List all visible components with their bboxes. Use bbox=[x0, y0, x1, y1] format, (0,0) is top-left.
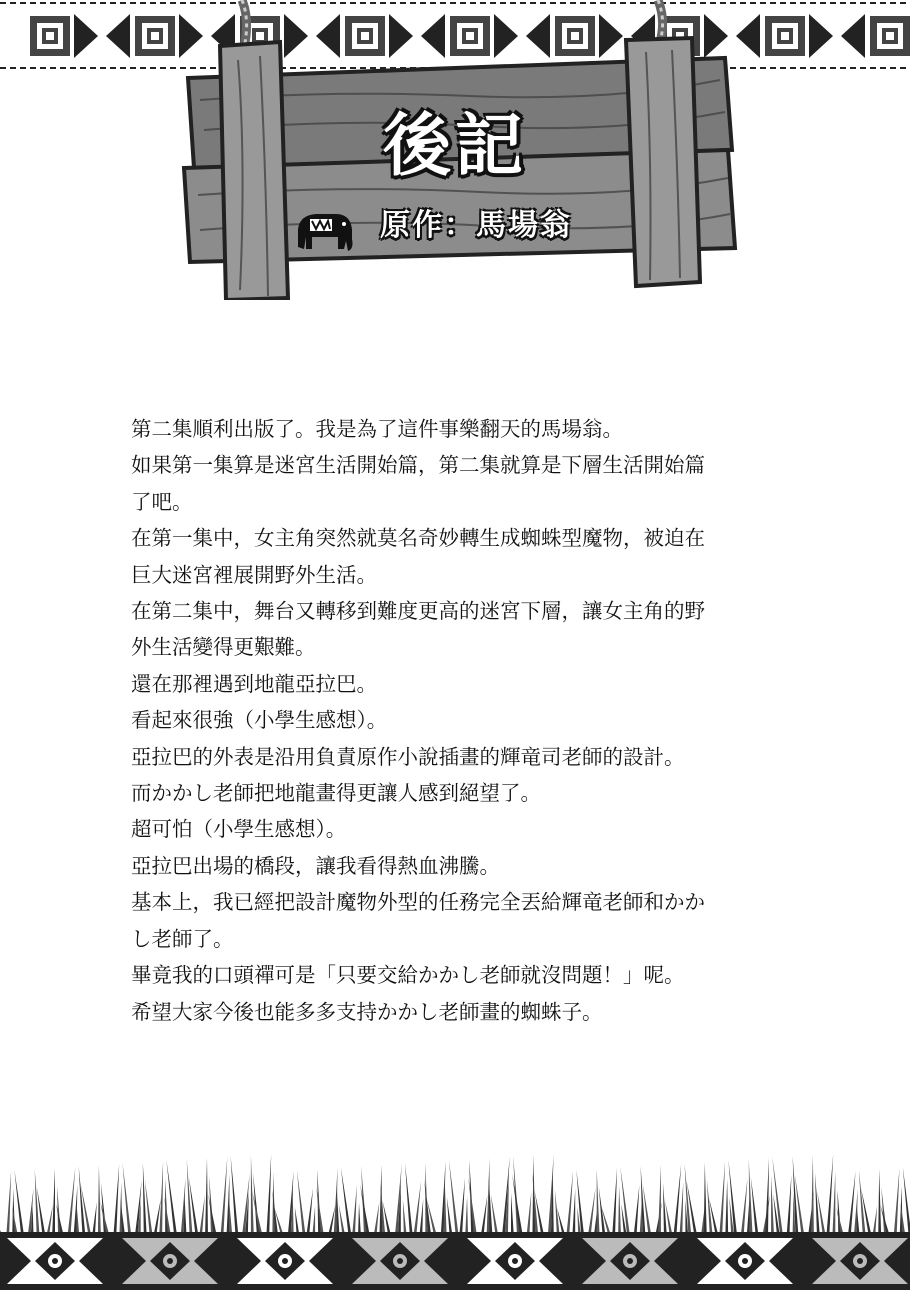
grass-blade bbox=[894, 1168, 900, 1238]
afterword-body bbox=[131, 411, 791, 1030]
grass-blade bbox=[728, 1160, 737, 1238]
grass-blade bbox=[98, 1165, 101, 1238]
author-credit: 原作：馬場翁 bbox=[380, 208, 572, 243]
tribal-square-icon bbox=[870, 16, 910, 56]
elephant-icon bbox=[290, 205, 360, 255]
text-line: 基本上，我已經把設計魔物外型的任務完全丟給輝竜老師和かか bbox=[131, 890, 705, 915]
text-line: 亞拉巴出場的橋段，讓我看得熱血沸騰。 bbox=[131, 853, 500, 878]
grass-blade bbox=[159, 1161, 163, 1238]
tribal-diamond-icon bbox=[237, 1238, 333, 1284]
grass-blade bbox=[52, 1168, 55, 1238]
grass-blade bbox=[413, 1181, 421, 1238]
page-title: 後記 bbox=[382, 107, 527, 186]
grass-blade bbox=[113, 1164, 119, 1238]
text-line: し老師了。 bbox=[131, 926, 234, 951]
grass-blade bbox=[266, 1154, 271, 1238]
grass-blade bbox=[572, 1189, 575, 1238]
tribal-diamond-icon bbox=[467, 1238, 563, 1284]
grass-blade bbox=[67, 1167, 75, 1238]
text-line: 如果第一集算是迷宮生活開始篇，第二集就算是下層生活開始篇 bbox=[131, 453, 705, 478]
grass-blade bbox=[576, 1170, 584, 1238]
text-line: 希望大家今後也能多多支持かかし老師畫的蜘蛛子。 bbox=[131, 999, 603, 1024]
tribal-square-icon bbox=[765, 16, 805, 56]
text-line: 超可怕（小學生感想）。 bbox=[131, 817, 347, 842]
grass-blade bbox=[900, 1186, 903, 1238]
tribal-diamond-icon bbox=[122, 1238, 218, 1284]
tribal-diamond-icon bbox=[697, 1238, 793, 1284]
text-line: 外生活變得更艱難。 bbox=[131, 635, 316, 660]
grass-blade bbox=[658, 1165, 661, 1238]
grass-blade bbox=[588, 1188, 596, 1238]
grass-blade bbox=[119, 1182, 122, 1238]
grass-blade bbox=[352, 1185, 357, 1238]
grass-blade bbox=[599, 1187, 606, 1238]
grass-blade bbox=[612, 1168, 617, 1238]
grass-blade bbox=[597, 1169, 600, 1238]
tribal-diamond-icon bbox=[812, 1238, 908, 1284]
text-line: 了吧。 bbox=[131, 489, 193, 514]
grass-blade bbox=[826, 1154, 833, 1238]
tribal-diamond-icon bbox=[352, 1238, 448, 1284]
grass-blade bbox=[555, 1190, 560, 1238]
grass-blade bbox=[707, 1180, 713, 1238]
grass-blade bbox=[741, 1178, 748, 1238]
grass-blade bbox=[848, 1171, 856, 1238]
grass-blade bbox=[220, 1157, 227, 1238]
grass-blade bbox=[832, 1172, 835, 1238]
grass-blade bbox=[771, 1176, 774, 1238]
grass-blade bbox=[306, 1188, 313, 1238]
grass-blade bbox=[786, 1175, 791, 1238]
grass-blade bbox=[143, 1162, 147, 1238]
text-line: 巨大迷宮裡展開野外生活。 bbox=[131, 562, 377, 587]
text-line: 在第一集中，女主角突然就莫名奇妙轉生成蜘蛛型魔物，被迫在 bbox=[131, 526, 705, 551]
grass-blade bbox=[566, 1171, 573, 1238]
tribal-bowtie-icon bbox=[809, 14, 865, 58]
grass-blade bbox=[704, 1162, 707, 1238]
grass-blade bbox=[618, 1186, 621, 1238]
grass-icon bbox=[0, 1148, 910, 1238]
grass-blade bbox=[673, 1164, 681, 1238]
grass-blade bbox=[633, 1185, 639, 1238]
grass-blade bbox=[725, 1179, 728, 1238]
text-line: 而かかし老師把地龍畫得更讓人感到絕望了。 bbox=[131, 781, 541, 806]
text-line: 看起來很強（小學生感想）。 bbox=[131, 708, 388, 733]
tribal-diamond-icon bbox=[582, 1238, 678, 1284]
tribal-square-icon bbox=[135, 16, 175, 56]
grass-blade bbox=[859, 1170, 866, 1238]
text-line: 畢竟我的口頭禪可是「只要交給かかし老師就沒問題！」呢。 bbox=[131, 963, 685, 988]
grass-blade bbox=[878, 1169, 881, 1238]
tribal-bowtie-icon bbox=[74, 14, 130, 58]
grass-blade bbox=[251, 1155, 254, 1238]
text-line: 還在那裡遇到地龍亞拉巴。 bbox=[131, 671, 377, 696]
tribal-diamond-icon bbox=[7, 1238, 103, 1284]
grass-blade bbox=[79, 1166, 86, 1238]
bottom-tribal-border bbox=[0, 1232, 910, 1290]
grass-blade bbox=[231, 1156, 239, 1238]
grass-blade bbox=[765, 1158, 769, 1238]
grass-blade bbox=[679, 1182, 683, 1238]
text-line: 在第二集中，舞台又轉移到難度更高的迷宮下層，讓女主角的野 bbox=[131, 599, 705, 624]
text-line: 第二集順利出版了。我是為了這件事樂翻天的馬場翁。 bbox=[131, 417, 623, 441]
grass-blade bbox=[405, 1163, 413, 1238]
grass-blade bbox=[297, 1170, 306, 1238]
grass-blade bbox=[719, 1161, 725, 1238]
grass-blade bbox=[205, 1158, 208, 1238]
grass-blade bbox=[6, 1171, 11, 1238]
tribal-square-icon bbox=[30, 16, 70, 56]
grass-blade bbox=[459, 1178, 465, 1238]
text-line: 亞拉巴的外表是沿用負責原作小說插畫的輝竜司老師的設計。 bbox=[131, 744, 685, 769]
